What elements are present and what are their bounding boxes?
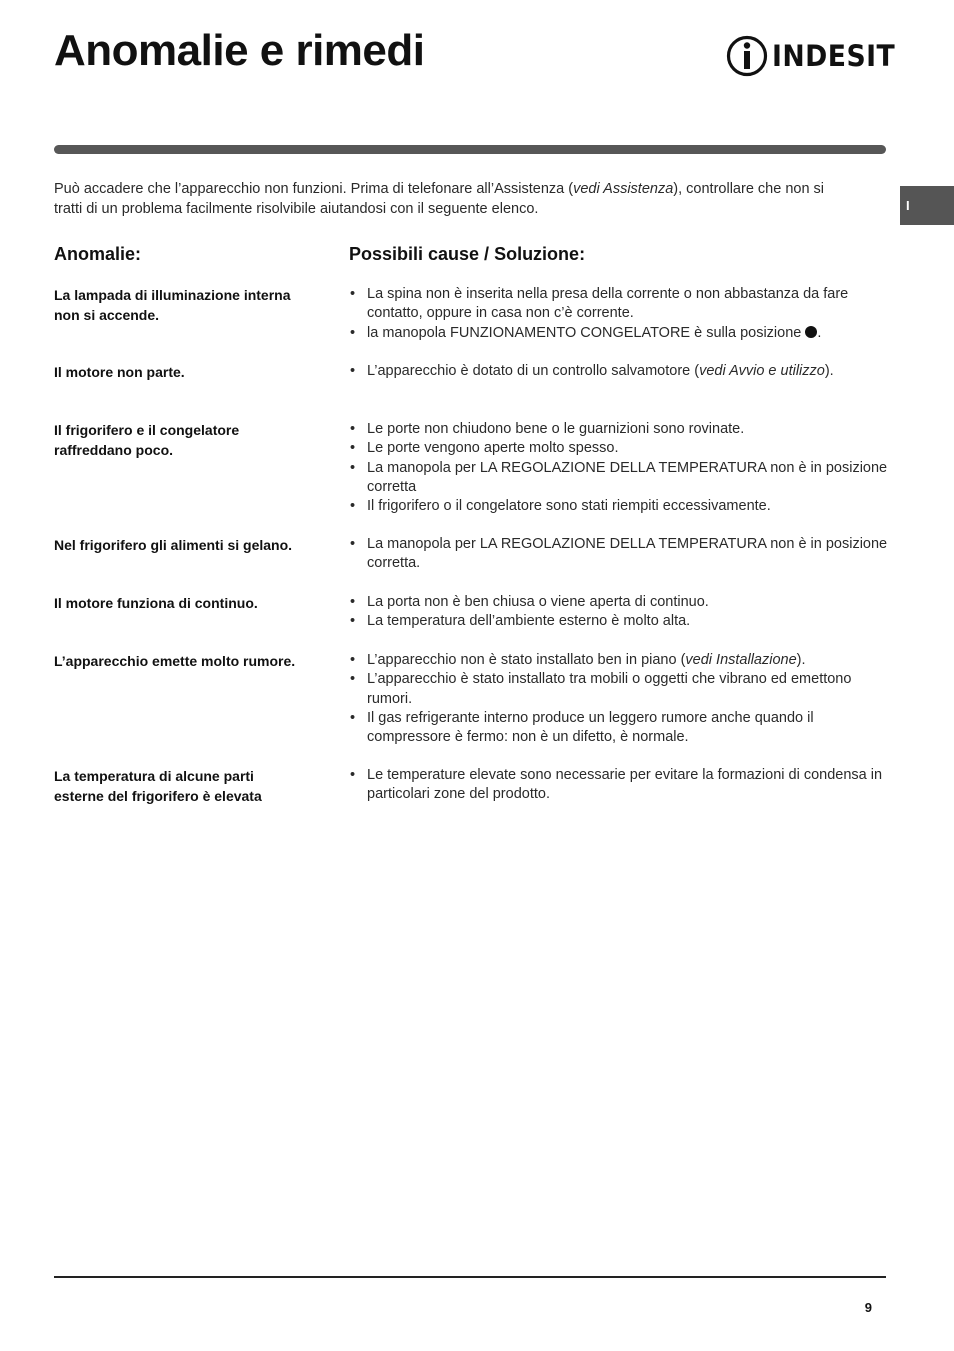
cause-text: Il frigorifero o il congelatore sono stati riempiti eccessivamente. bbox=[367, 498, 771, 515]
cause-item bbox=[349, 651, 889, 670]
cause-text: L’apparecchio non è stato installato ben in piano ( bbox=[367, 652, 686, 668]
cause-text: La manopola per LA REGOLAZIONE DELLA TEMPERATURA non è in posizione corretta bbox=[367, 459, 888, 495]
cause-item bbox=[349, 766, 889, 805]
anomaly-item: Il motore non parte. bbox=[54, 364, 185, 380]
cause-text: Le porte non chiudono bene o le guarnizioni sono rovinate. bbox=[367, 421, 745, 437]
cause-list bbox=[349, 420, 889, 516]
cause-item bbox=[349, 285, 889, 324]
cause-text: La temperatura dell’ambiente esterno è molto alta. bbox=[367, 613, 691, 630]
cause-text: La spina non è inserita nella presa della corrente o non abbastanza da fare contatto, oppure in casa non c’è corrente. bbox=[367, 286, 849, 322]
cause-item bbox=[349, 324, 889, 343]
cause-list bbox=[349, 362, 889, 381]
cause-list bbox=[349, 593, 889, 632]
cause-item bbox=[349, 439, 889, 458]
page-title: Anomalie e rimedi bbox=[54, 26, 425, 75]
cause-item bbox=[349, 612, 889, 631]
anomaly-item: Il motore funziona di continuo. bbox=[54, 595, 258, 611]
cause-item bbox=[349, 535, 889, 574]
cause-item bbox=[349, 362, 889, 381]
cause-item bbox=[349, 670, 889, 709]
cause-text-end: ). bbox=[796, 652, 806, 668]
cause-text: Il gas refrigerante interno produce un leggero rumore anche quando il compressore è fermo: non è un difetto, è normale. bbox=[367, 709, 814, 746]
cause-item bbox=[349, 593, 889, 612]
cause-text: La porta non è ben chiusa o viene aperta di continuo. bbox=[367, 594, 709, 610]
intro-text: Può accadere che l’apparecchio non funzioni. Prima di telefonare all’Assistenza ( bbox=[54, 181, 574, 197]
anomaly-item: Il frigorifero e il congelatore raffreddano poco. bbox=[54, 422, 240, 458]
cause-item bbox=[349, 709, 889, 748]
intro-reference: vedi Assistenza bbox=[573, 181, 674, 197]
anomaly-item: L’apparecchio emette molto rumore. bbox=[54, 653, 296, 669]
cause-item bbox=[349, 459, 889, 498]
anomaly-item: Nel frigorifero gli alimenti si gelano. bbox=[54, 537, 293, 553]
filled-circle-icon bbox=[805, 326, 817, 338]
cause-text: L’apparecchio è dotato di un controllo salvamotore ( bbox=[367, 363, 700, 379]
anomaly-item: La lampada di illuminazione interna non si accende. bbox=[54, 287, 291, 323]
cause-item bbox=[349, 497, 889, 516]
cause-text: Le porte vengono aperte molto spesso. bbox=[367, 440, 619, 457]
cause-list bbox=[349, 766, 889, 805]
indesit-i-logo-icon bbox=[726, 34, 768, 78]
cause-text: L’apparecchio è stato installato tra mobili o oggetti che vibrano ed emettono rumori. bbox=[367, 671, 852, 707]
cause-reference: vedi Installazione bbox=[685, 652, 797, 668]
cause-item bbox=[349, 420, 889, 439]
causes-heading: Possibili cause / Soluzione: bbox=[349, 244, 586, 264]
brand-logo bbox=[726, 34, 906, 78]
brand-name: INDESIT bbox=[772, 39, 896, 73]
cause-text-end: ). bbox=[824, 363, 834, 379]
cause-list bbox=[349, 535, 889, 574]
language-tab: I bbox=[900, 186, 954, 225]
intro-paragraph bbox=[54, 180, 834, 219]
page-number: 9 bbox=[864, 1300, 872, 1315]
cause-reference: vedi Avvio e utilizzo bbox=[699, 363, 825, 379]
anomaly-item: La temperatura di alcune parti esterne del frigorifero è elevata bbox=[54, 768, 262, 804]
cause-list bbox=[349, 285, 889, 343]
intro-text-end: ), controllare che non si tratti di un problema facilmente risolvibile aiutandosi con il seguente elenco. bbox=[54, 181, 825, 217]
footer-divider bbox=[54, 1276, 886, 1278]
anomalies-heading: Anomalie: bbox=[54, 244, 142, 264]
cause-text: Le temperature elevate sono necessarie per evitare la formazioni di condensa in particolari zone del prodotto. bbox=[367, 767, 883, 803]
cause-list bbox=[349, 651, 889, 747]
cause-text: la manopola FUNZIONAMENTO CONGELATORE è sulla posizione bbox=[367, 324, 802, 341]
cause-text-end: . bbox=[817, 324, 822, 341]
cause-text: La manopola per LA REGOLAZIONE DELLA TEMPERATURA non è in posizione corretta. bbox=[367, 536, 888, 572]
header-divider bbox=[54, 145, 886, 154]
